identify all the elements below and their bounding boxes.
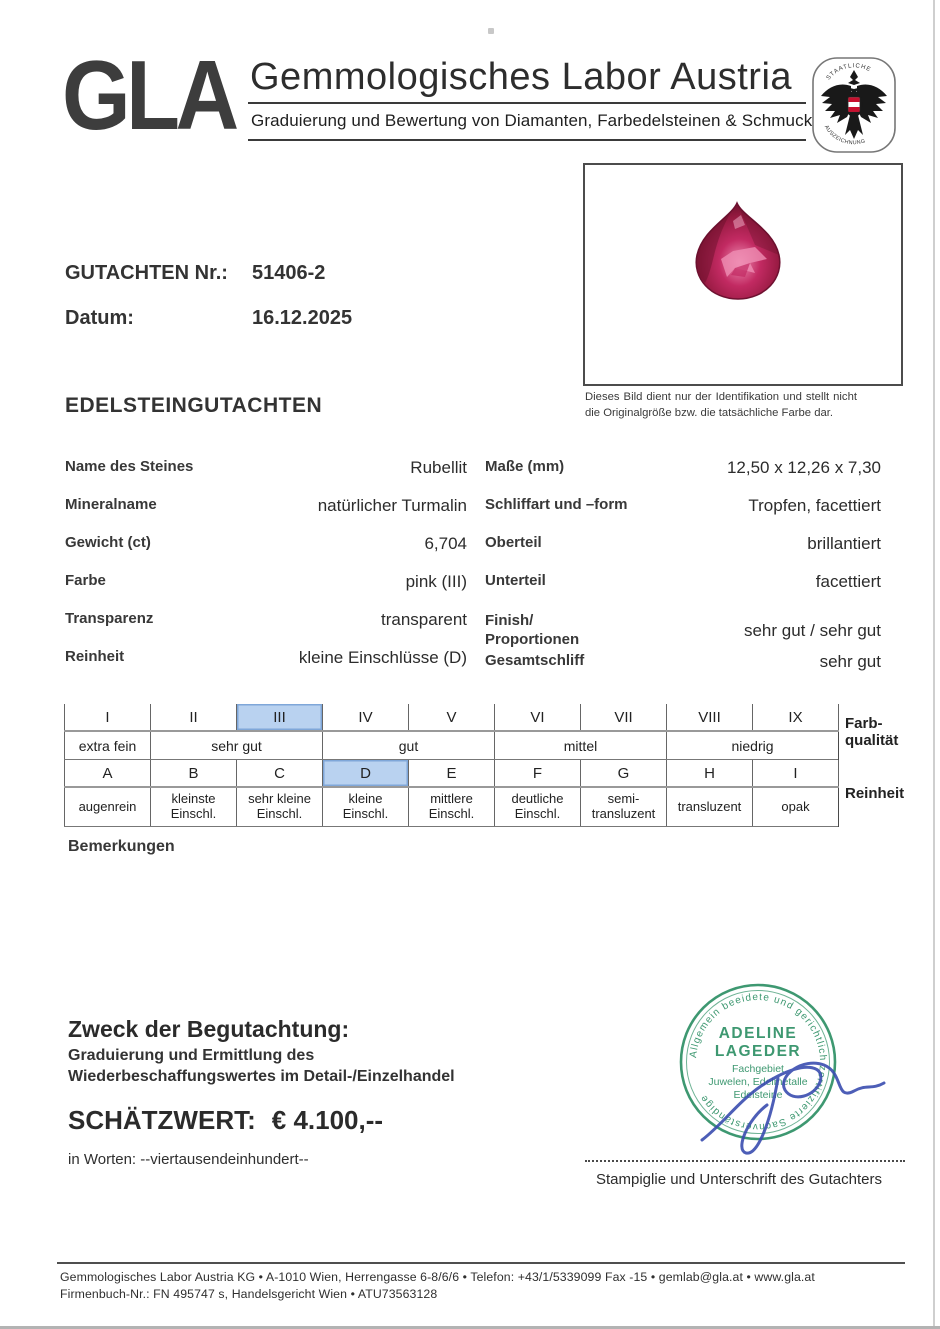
detail-value: 6,704 [424,534,467,553]
grading-tables [64,704,906,827]
clarity-desc-cell: sehr kleine Einschl. [237,787,323,827]
clarity-axis-label: Reinheit [839,760,906,827]
detail-value: facettiert [815,572,881,591]
report-number-value: 51406-2 [252,262,326,284]
clarity-desc-cell: mittlere Einschl. [409,787,495,827]
detail-label: Reinheit [65,648,125,665]
clarity-desc-cell: deutliche Einschl. [495,787,581,827]
clarity-desc-cell: transluzent [667,787,753,827]
detail-row [485,496,881,534]
date-label: Datum: [65,307,134,329]
valuation-row [68,1105,383,1136]
gla-logo: GLA [62,40,235,150]
clarity-grade-cell: B [151,760,237,787]
detail-value: Tropfen, facettiert [748,496,881,515]
color-grade-cell: VI [495,704,581,731]
stamp-name-line1: ADELINE [718,1025,798,1042]
detail-value: natürlicher Turmalin [317,496,467,515]
header-rule-bottom [248,139,806,141]
gem-photo-frame [583,163,903,386]
purpose-line: Wiederbeschaffungswertes im Detail-/Einzelhandel [68,1068,455,1085]
clarity-desc-cell: semi-transluzent [581,787,667,827]
stamp-ring-text: Allgemein beeidete und gerichtlich zertifizierte Sachverständige [688,991,829,1133]
clarity-desc-cell: kleinste Einschl. [151,787,237,827]
detail-row [65,610,467,648]
date-value: 16.12.2025 [252,307,353,329]
clarity-grading-table [64,760,906,827]
lab-subtitle: Graduierung und Bewertung von Diamanten, Farbedelsteinen & Schmuck [251,111,813,130]
color-grade-cell: II [151,704,237,731]
footer-rule [57,1262,905,1264]
report-number-label: GUTACHTEN Nr.: [65,262,228,284]
austria-eagle-emblem-icon [810,55,898,155]
detail-label: Farbe [65,572,106,589]
clarity-desc-cell: augenrein [65,787,151,827]
detail-row [65,458,467,496]
color-grade-cell: IV [323,704,409,731]
valuation-label: SCHÄTZWERT: [68,1105,256,1135]
stamp-field-label: Fachgebiet [732,1063,784,1075]
detail-label: Name des Steines [65,458,194,475]
detail-value: brillantiert [807,534,881,553]
scan-edge-right [933,0,935,1329]
detail-row [65,496,467,534]
color-grade-cell-selected: III [237,704,323,731]
detail-label: Maße (mm) [485,458,565,475]
color-band-cell: extra fein [65,731,151,760]
valuation-in-words: in Worten: --viertausendeinhundert-- [68,1151,309,1168]
clarity-grade-cell: A [65,760,151,787]
detail-row [485,610,881,652]
report-number-row [65,262,485,285]
color-band-row [65,731,906,760]
expert-stamp-and-signature [628,972,898,1177]
detail-label: Gesamtschliff [485,652,585,669]
detail-label: Finish/ Proportionen [485,612,580,648]
austria-shield [848,97,860,112]
clarity-grade-cell: H [667,760,753,787]
color-grade-cell: VII [581,704,667,731]
detail-label: Mineralname [65,496,157,513]
detail-value: sehr gut / sehr gut [743,621,881,640]
color-grade-cell: V [409,704,495,731]
color-grading-table [64,704,906,760]
signature-caption: Stampiglie und Unterschrift des Gutachters [596,1171,882,1188]
detail-row [65,648,467,686]
footer-line-2: Firmenbuch-Nr.: FN 495747 s, Handelsgericht Wien • ATU73563128 [60,1287,438,1301]
stamp-field-line2: Edelsteine [733,1089,783,1101]
color-grade-cell: IX [753,704,839,731]
photo-caption: Dieses Bild dient nur der Identifikation und stellt nicht die Originalgröße bzw. die tatsächliche Farbe dar. [585,391,857,419]
color-grade-row [65,704,906,731]
clarity-desc-cell: kleine Einschl. [323,787,409,827]
color-band-cell: niedrig [667,731,839,760]
purpose-heading: Zweck der Begutachtung: [68,1016,350,1042]
clarity-grade-cell: G [581,760,667,787]
clarity-desc-row [65,787,906,827]
detail-row [485,572,881,610]
color-band-cell: gut [323,731,495,760]
color-axis-label: Farb- qualität [839,704,906,760]
footer-line-1: Gemmologisches Labor Austria KG • A-1010 Wien, Herrengasse 6-8/6/6 • Telefon: +43/1/5339099 Fax -15 • gemlab@gla.at • www.gla.at [60,1270,815,1284]
detail-value: Rubellit [410,458,467,477]
detail-label: Oberteil [485,534,542,551]
color-band-cell: mittel [495,731,667,760]
detail-value: sehr gut [819,652,881,671]
signature-dotted-line [585,1160,905,1162]
details-left-column [65,458,467,686]
header-rule-top [248,102,806,104]
valuation-amount: € 4.100,-- [271,1105,384,1135]
detail-label: Transparenz [65,610,154,627]
color-grade-cell: I [65,704,151,731]
svg-text:AUSZEICHNUNG: AUSZEICHNUNG [822,124,867,147]
detail-label: Gewicht (ct) [65,534,151,551]
clarity-grade-cell: E [409,760,495,787]
purpose-line: Graduierung und Ermittlung des [68,1047,315,1064]
detail-value: pink (III) [405,572,467,591]
date-row [65,307,485,330]
detail-row [65,534,467,572]
detail-row [485,534,881,572]
clarity-grade-cell: F [495,760,581,787]
scan-artifact-dot [488,28,494,34]
detail-value: kleine Einschlüsse (D) [298,648,467,667]
remarks-label: Bemerkungen [68,838,175,855]
detail-row [65,572,467,610]
svg-text:STAATLICHE: STAATLICHE [825,63,873,82]
details-right-column [485,458,881,690]
detail-row [485,458,881,496]
clarity-desc-cell: opak [753,787,839,827]
detail-value: transparent [381,610,467,629]
gem-photo [585,165,897,380]
clarity-grade-cell: I [753,760,839,787]
section-title: EDELSTEINGUTACHTEN [65,394,323,417]
detail-label: Unterteil [485,572,546,589]
detail-label: Schliffart und –form [485,496,628,513]
detail-row [485,652,881,690]
color-band-cell: sehr gut [151,731,323,760]
clarity-grade-cell: C [237,760,323,787]
detail-value: 12,50 x 12,26 x 7,30 [726,458,881,477]
stamp-name-line2: LAGEDER [714,1043,802,1060]
gem-pear-shape [696,203,780,299]
clarity-grade-cell-selected: D [323,760,409,787]
lab-title: Gemmologisches Labor Austria [250,56,793,98]
stamp-field-line1: Juwelen, Edelmetalle [708,1076,808,1088]
color-grade-cell: VIII [667,704,753,731]
clarity-grade-row [65,760,906,787]
